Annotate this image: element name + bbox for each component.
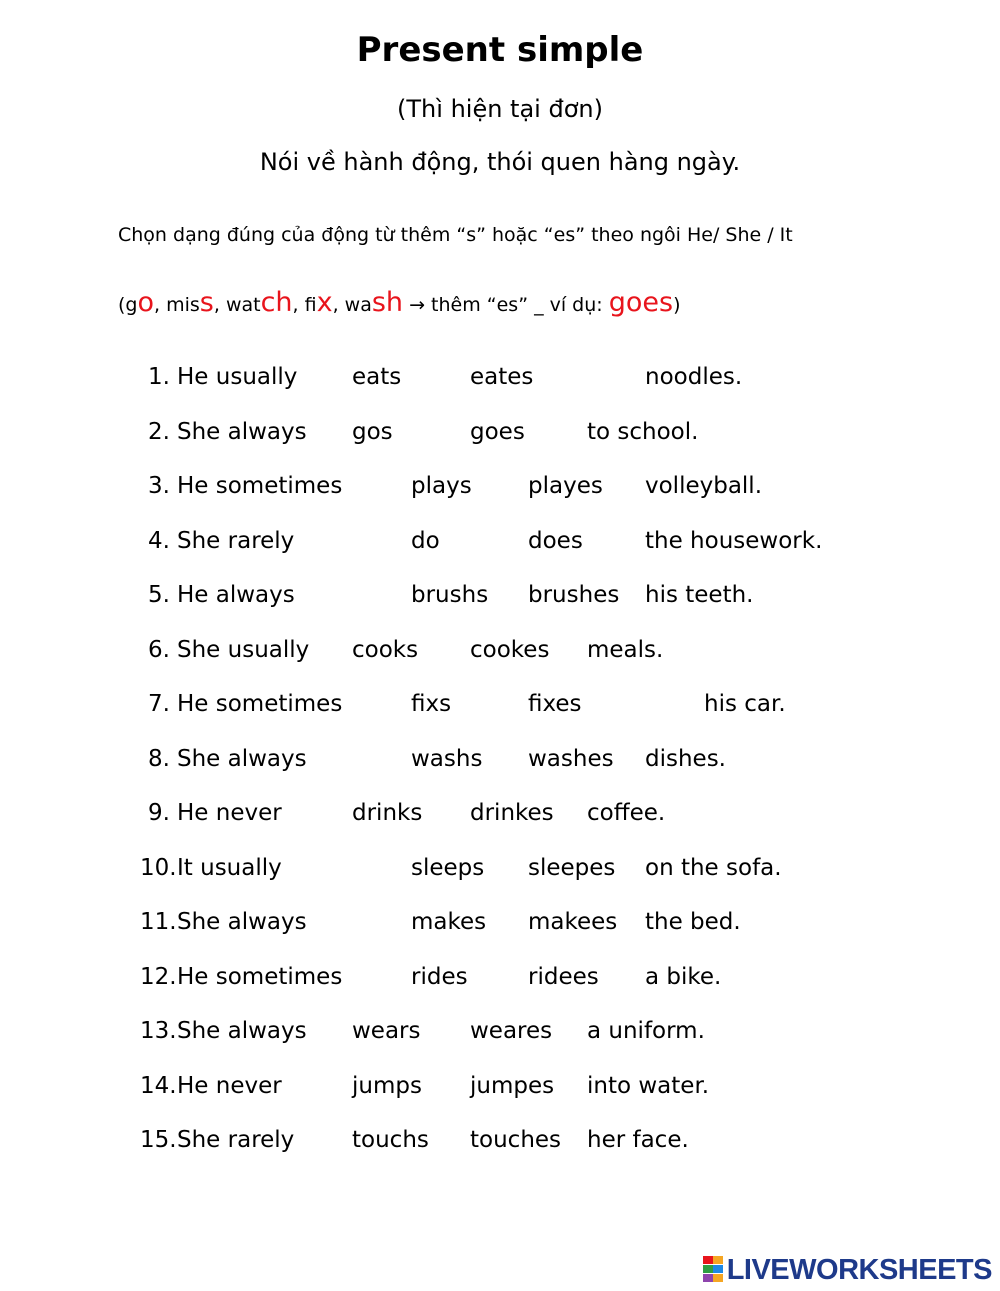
liveworksheets-logo bbox=[703, 1254, 992, 1287]
answer-option-2[interactable]: sleepes bbox=[528, 854, 616, 881]
exercise-rest: the housework. bbox=[645, 527, 823, 554]
answer-option-1[interactable]: plays bbox=[411, 473, 472, 499]
exercise-number: 7. bbox=[148, 691, 170, 717]
exercise-rest: a uniform. bbox=[587, 1018, 705, 1044]
exercise-rest: his car. bbox=[704, 691, 786, 717]
exercise-rest: meals. bbox=[587, 636, 664, 663]
exercise-subject: She rarely bbox=[177, 1127, 295, 1153]
exercise-row bbox=[0, 964, 1000, 1004]
exercise-rest: dishes. bbox=[645, 745, 726, 772]
exercise-row bbox=[0, 746, 1000, 786]
answer-option-1[interactable]: touchs bbox=[352, 1127, 429, 1153]
exercise-subject: He always bbox=[177, 582, 295, 608]
exercise-row bbox=[0, 909, 1000, 949]
exercise-number: 3. bbox=[148, 473, 170, 499]
examples-text: (g bbox=[118, 294, 138, 316]
exercise-number: 5. bbox=[148, 582, 170, 608]
answer-option-1[interactable]: eats bbox=[352, 364, 402, 390]
logo-text: LIVEWORKSHEETS bbox=[726, 1254, 992, 1286]
exercise-row bbox=[0, 419, 1000, 459]
examples-text: , wa bbox=[332, 294, 372, 316]
exercise-row bbox=[0, 691, 1000, 731]
answer-option-2[interactable]: washes bbox=[528, 745, 614, 772]
answer-option-2[interactable]: goes bbox=[470, 418, 525, 445]
page-subtitle: (Thì hiện tại đơn) bbox=[397, 95, 603, 123]
exercise-row bbox=[0, 855, 1000, 895]
exercise-row bbox=[0, 364, 1000, 404]
answer-option-1[interactable]: drinks bbox=[352, 800, 423, 826]
exercise-rest: her face. bbox=[587, 1127, 689, 1153]
exercise-number: 1. bbox=[148, 364, 170, 390]
exercise-subject: It usually bbox=[177, 854, 282, 881]
answer-option-2[interactable]: jumpes bbox=[470, 1072, 555, 1099]
exercise-subject: He sometimes bbox=[177, 963, 343, 990]
exercise-rest: noodles. bbox=[645, 364, 743, 390]
answer-option-2[interactable]: fixes bbox=[528, 691, 582, 717]
exercise-subject: She always bbox=[177, 745, 307, 772]
exercise-row bbox=[0, 800, 1000, 840]
answer-option-2[interactable]: touches bbox=[470, 1127, 562, 1153]
exercise-number: 14. bbox=[140, 1072, 177, 1099]
exercise-number: 13. bbox=[140, 1018, 177, 1044]
exercise-rest: into water. bbox=[587, 1072, 710, 1099]
answer-option-1[interactable]: brushs bbox=[411, 582, 489, 608]
answer-option-2[interactable]: weares bbox=[470, 1018, 553, 1044]
exercise-subject: He sometimes bbox=[177, 691, 343, 717]
exercise-row bbox=[0, 1018, 1000, 1058]
answer-option-2[interactable]: cookes bbox=[470, 636, 550, 663]
exercise-row bbox=[0, 582, 1000, 622]
highlight-suffix: x bbox=[316, 287, 333, 318]
examples-text: ) bbox=[673, 294, 681, 316]
answer-option-2[interactable]: drinkes bbox=[470, 800, 554, 826]
exercise-rest: coffee. bbox=[587, 800, 666, 826]
examples-text: , wat bbox=[213, 294, 261, 316]
page-title: Present simple bbox=[356, 30, 644, 70]
answer-option-1[interactable]: rides bbox=[411, 963, 468, 990]
exercise-number: 4. bbox=[148, 527, 170, 554]
examples-line bbox=[118, 287, 681, 318]
exercise-rest: the bed. bbox=[645, 909, 741, 935]
answer-option-2[interactable]: eates bbox=[470, 364, 534, 390]
answer-option-2[interactable]: does bbox=[528, 527, 583, 554]
exercise-subject: She rarely bbox=[177, 527, 295, 554]
answer-option-2[interactable]: brushes bbox=[528, 582, 620, 608]
exercise-row bbox=[0, 473, 1000, 513]
logo-icon bbox=[703, 1256, 723, 1282]
highlight-suffix: ch bbox=[260, 287, 293, 318]
exercise-rest: a bike. bbox=[645, 963, 722, 990]
exercise-number: 11. bbox=[140, 909, 177, 935]
exercise-subject: He usually bbox=[177, 364, 298, 390]
answer-option-2[interactable]: playes bbox=[528, 473, 603, 499]
answer-option-1[interactable]: do bbox=[411, 527, 440, 554]
answer-option-1[interactable]: fixs bbox=[411, 691, 452, 717]
exercise-subject: He sometimes bbox=[177, 473, 343, 499]
highlight-suffix: o bbox=[137, 287, 155, 318]
answer-option-1[interactable]: sleeps bbox=[411, 854, 485, 881]
exercise-number: 8. bbox=[148, 745, 170, 772]
answer-option-1[interactable]: washs bbox=[411, 745, 483, 772]
page-description: Nói về hành động, thói quen hàng ngày. bbox=[259, 148, 741, 176]
exercise-rest: on the sofa. bbox=[645, 854, 782, 881]
exercise-row bbox=[0, 1073, 1000, 1113]
instruction-text: Chọn dạng đúng của động từ thêm “s” hoặc “es” theo ngôi He/ She / It bbox=[118, 224, 793, 246]
exercise-subject: He never bbox=[177, 800, 282, 826]
exercise-number: 12. bbox=[140, 963, 177, 990]
examples-text: , mis bbox=[154, 294, 200, 316]
answer-option-1[interactable]: wears bbox=[352, 1018, 421, 1044]
answer-option-2[interactable]: makees bbox=[528, 909, 618, 935]
example-word: goes bbox=[608, 287, 674, 318]
exercise-rest: volleyball. bbox=[645, 473, 763, 499]
answer-option-1[interactable]: makes bbox=[411, 909, 487, 935]
exercise-row bbox=[0, 637, 1000, 677]
exercise-row bbox=[0, 528, 1000, 568]
examples-text: , fi bbox=[292, 294, 317, 316]
answer-option-1[interactable]: jumps bbox=[352, 1072, 422, 1099]
exercise-rest: his teeth. bbox=[645, 582, 754, 608]
exercise-subject: She always bbox=[177, 1018, 307, 1044]
exercise-number: 15. bbox=[140, 1127, 177, 1153]
exercise-subject: She usually bbox=[177, 636, 310, 663]
highlight-suffix: s bbox=[199, 287, 214, 318]
examples-text: → thêm “es” _ ví dụ: bbox=[403, 294, 609, 316]
answer-option-2[interactable]: ridees bbox=[528, 963, 599, 990]
exercise-subject: She always bbox=[177, 418, 307, 445]
exercise-number: 9. bbox=[148, 800, 170, 826]
exercise-subject: He never bbox=[177, 1072, 282, 1099]
exercise-number: 6. bbox=[148, 636, 170, 663]
exercise-subject: She always bbox=[177, 909, 307, 935]
answer-option-1[interactable]: gos bbox=[352, 418, 393, 445]
exercise-number: 2. bbox=[148, 418, 170, 445]
highlight-suffix: sh bbox=[371, 287, 404, 318]
exercise-number: 10. bbox=[140, 854, 177, 881]
exercise-row bbox=[0, 1127, 1000, 1167]
exercise-rest: to school. bbox=[587, 418, 699, 445]
answer-option-1[interactable]: cooks bbox=[352, 636, 419, 663]
